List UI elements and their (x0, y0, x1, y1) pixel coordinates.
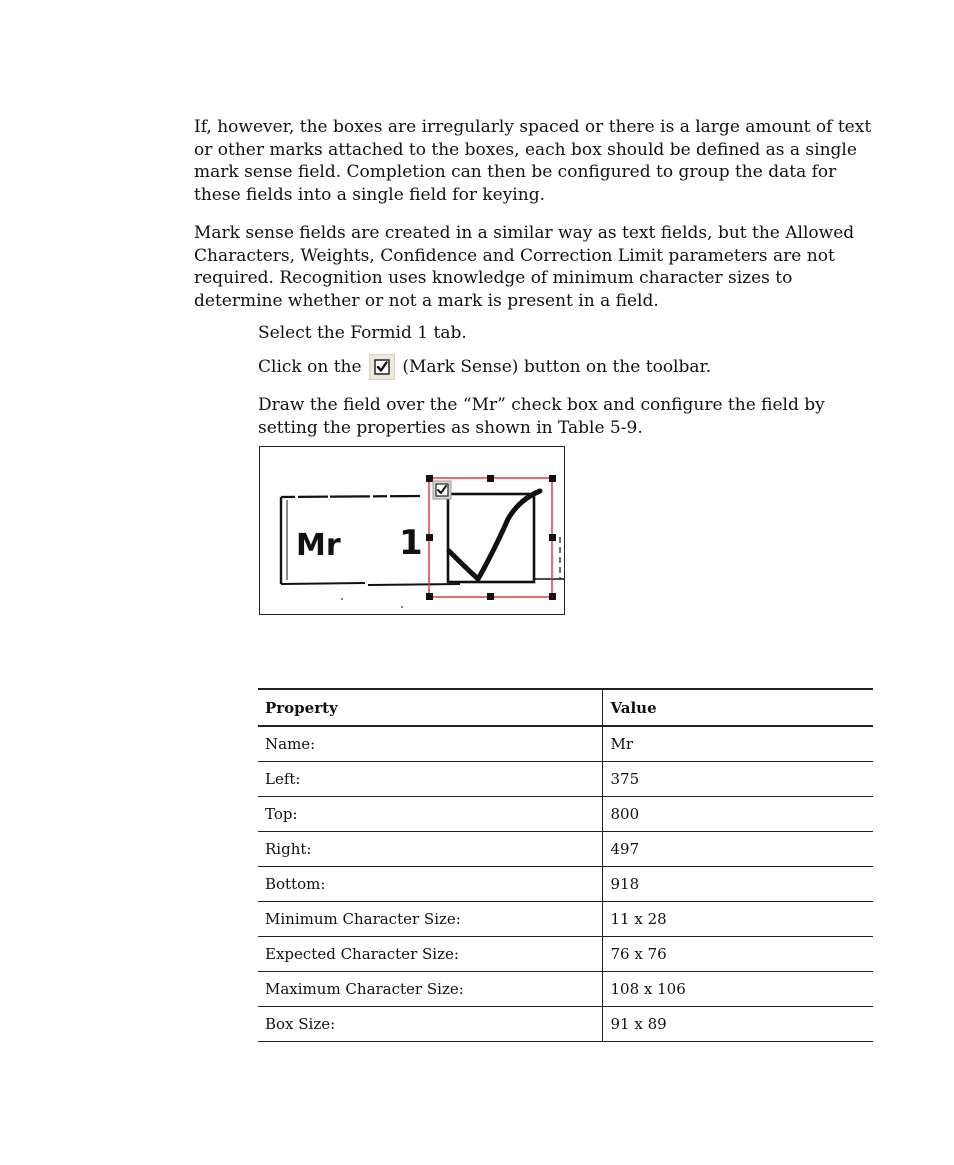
row-property: Top: (258, 796, 602, 831)
row-value: 11 x 28 (602, 901, 873, 936)
handle-top-right[interactable] (549, 475, 556, 482)
table-row (258, 1006, 873, 1041)
mark-sense-checkbox-icon (369, 354, 395, 380)
row-value: 76 x 76 (602, 936, 873, 971)
mark-sense-field-illustration (260, 447, 565, 615)
step-click-text-before: Click on the (258, 357, 362, 377)
row-property: Bottom: (258, 866, 602, 901)
handle-middle-right[interactable] (549, 534, 556, 541)
figure-digit-label: 1 (399, 523, 423, 563)
figure-check-mark (449, 491, 540, 579)
handle-top-left[interactable] (426, 475, 433, 482)
step-draw-field: Draw the field over the “Mr” check box and configure the field by setting the properties as shown in Table 5-9. (258, 395, 825, 438)
intro-paragraph-1: If, however, the boxes are irregularly spaced or there is a large amount of text or other marks attached to the boxes, each box should be defined as a single mark sense field. Completion can then be configured to group the data for these fields into a single field for keying. (194, 117, 872, 205)
row-value: 918 (602, 866, 873, 901)
header-property: Property (258, 689, 602, 726)
row-property: Left: (258, 761, 602, 796)
row-value: Mr (602, 726, 873, 761)
row-value: 497 (602, 831, 873, 866)
table-row (258, 831, 873, 866)
handle-bottom-right[interactable] (549, 593, 556, 600)
table-row (258, 761, 873, 796)
row-value: 375 (602, 761, 873, 796)
table-header-row (258, 689, 873, 726)
table-row (258, 796, 873, 831)
row-property: Box Size: (258, 1006, 602, 1041)
row-value: 91 x 89 (602, 1006, 873, 1041)
row-value: 108 x 106 (602, 971, 873, 1006)
row-property: Maximum Character Size: (258, 971, 602, 1006)
table-row (258, 901, 873, 936)
handle-bottom-middle[interactable] (487, 593, 494, 600)
step-click-text-after: (Mark Sense) button on the toolbar. (402, 357, 712, 377)
row-value: 800 (602, 796, 873, 831)
header-value: Value (602, 689, 873, 726)
table-row (258, 936, 873, 971)
intro-paragraph-2: Mark sense fields are created in a similar way as text fields, but the Allowed Characters, Weights, Confidence and Correction Limit parameters are not required. Recognition uses knowledge of minimum character sizes to determine whether or not a mark is present in a field. (194, 223, 855, 311)
table-row (258, 726, 873, 761)
handle-middle-left[interactable] (426, 534, 433, 541)
handle-top-middle[interactable] (487, 475, 494, 482)
field-type-checkbox-icon (433, 481, 451, 499)
row-property: Name: (258, 726, 602, 761)
figure-mr-label: Mr (296, 528, 341, 563)
row-property: Expected Character Size: (258, 936, 602, 971)
step-click-mark-sense (258, 354, 878, 380)
row-property: Minimum Character Size: (258, 901, 602, 936)
figure-check-box (448, 494, 534, 582)
table-row (258, 971, 873, 1006)
field-properties-table (258, 688, 873, 1042)
step-select-tab: Select the Formid 1 tab. (258, 323, 467, 343)
handle-bottom-left[interactable] (426, 593, 433, 600)
row-property: Right: (258, 831, 602, 866)
field-screenshot-figure (259, 446, 565, 615)
table-row (258, 866, 873, 901)
